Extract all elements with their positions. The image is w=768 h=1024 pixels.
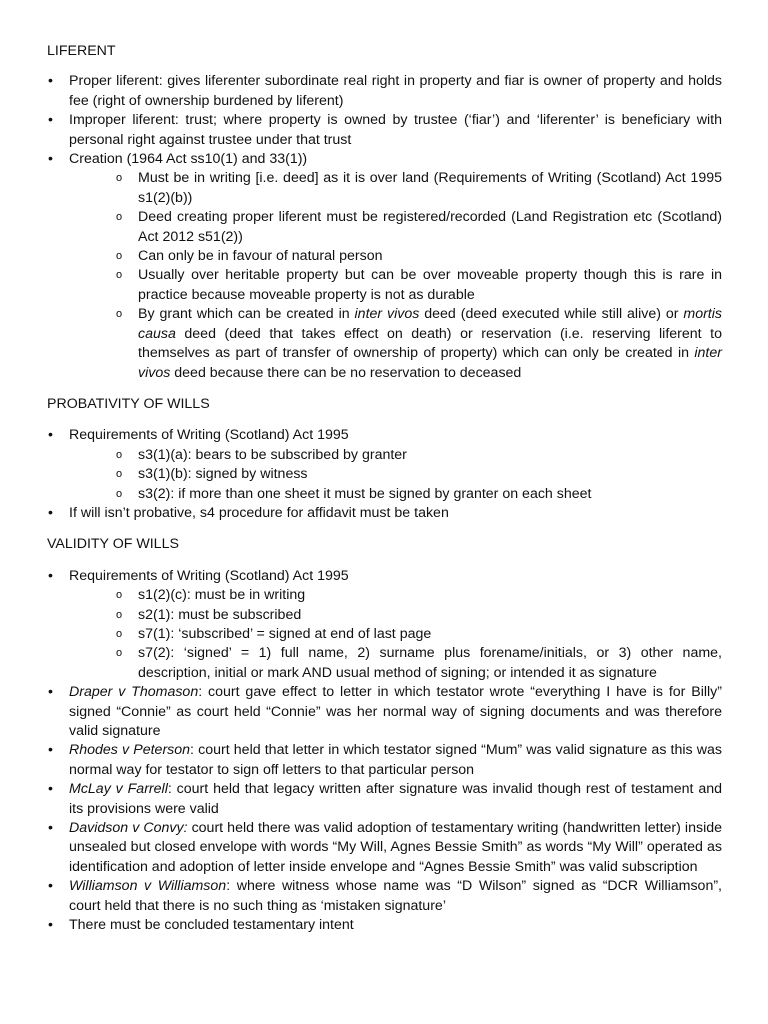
text-run: deed (deed executed while still alive) or [419,306,684,323]
sub-list-item [115,606,722,625]
list-item-text: Proper liferent: gives liferenter subordinate real right in property and fiar is owner of property and holds fee (right of ownership burdened by liferent) [69,73,722,109]
sub-item-text: Deed creating proper liferent must be registered/recorded (Land Registration etc (Scotland) Act 2012 s51(2)) [138,209,722,245]
list-item [47,111,722,150]
case-item [47,819,722,877]
sub-item-text: s3(2): if more than one sheet it must be signed by granter on each sheet [138,485,592,502]
sub-item-text: s7(1): ‘subscribed’ = signed at end of last page [138,625,432,642]
sub-list-item [115,644,722,683]
sub-list-item [115,446,722,465]
list-item [47,504,722,523]
sub-item-text: s7(2): ‘signed’ = 1) full name, 2) surname plus forename/initials, or 3) other name, description, initial or mark AND usual method of signing; or intended it as signature [138,645,722,681]
italic-term: mortis causa [138,306,722,342]
validity-sublist [69,586,722,683]
case-item [47,683,722,741]
sub-item-text: s3(1)(a): bears to be subscribed by granter [138,446,407,463]
probativity-sublist [69,446,722,504]
text-run: By grant which can be created in [138,306,355,323]
bullet-marker: • [48,504,53,521]
bullet-marker: • [48,567,53,584]
sub-list-item [115,625,722,644]
sub-list-item [115,485,722,504]
list-item [47,916,722,935]
validity-list [47,567,722,936]
case-text: court held there was valid adoption of testamentary writing (handwritten letter) inside unsealed but closed envelope with words “My Will, Agnes Bessie Smith” as words “My Will” operated as identification and adoption of letter inside envelope and “Agnes Bessie Smith” was valid subscription [69,820,722,875]
bullet-marker: • [48,742,53,759]
sub-bullet-marker: o [116,647,123,660]
sub-bullet-marker: o [116,608,123,621]
bullet-marker: • [48,684,53,701]
bullet-marker: • [48,917,53,934]
sub-bullet-marker: o [116,211,123,224]
text-run: deed because there can be no reservation to deceased [170,364,522,381]
sub-item-text [138,306,722,380]
sub-bullet-marker: o [116,627,123,640]
sub-list-item [115,247,722,266]
sub-list-item [115,465,722,484]
sub-bullet-marker: o [116,250,123,263]
bullet-marker: • [48,878,53,895]
sub-item-text: Must be in writing [i.e. deed] as it is over land (Requirements of Writing (Scotland) Act 1995 s1(2)(b)) [138,170,722,206]
list-item-text: Requirements of Writing (Scotland) Act 1995 [69,427,349,444]
italic-term: inter vivos [354,306,420,323]
case-name: Rhodes v Peterson [69,742,191,759]
case-text: : court held that legacy written after signature was invalid though rest of testament and its provisions were valid [69,781,722,817]
bullet-marker: • [48,781,53,798]
sub-item-text: s1(2)(c): must be in writing [138,587,306,604]
heading-validity: VALIDITY OF WILLS [47,536,179,553]
sub-bullet-marker: o [116,468,123,481]
sub-item-text: s3(1)(b): signed by witness [138,466,308,483]
sub-item-text: s2(1): must be subscribed [138,606,302,623]
sub-list-item [115,586,722,605]
list-item [47,567,722,683]
sub-list-item [115,305,722,383]
sub-item-text: Can only be in favour of natural person [138,248,383,265]
heading-probativity: PROBATIVITY OF WILLS [47,395,210,412]
bullet-marker: • [48,73,53,90]
italic-term: inter vivos [138,345,722,381]
list-item-text: Improper liferent: trust; where property is owned by trustee (‘fiar’) and ‘liferenter’ is beneficiary with personal right against trustee under that trust [69,112,722,148]
text-run: deed (deed that takes effect on death) or reservation (i.e. reserving liferent to themselves as part of transfer of ownership of property) which can only be created in [138,325,722,362]
case-item [47,780,722,819]
bullet-marker: • [48,820,53,837]
sub-list-item [115,208,722,247]
sub-list-item [115,169,722,208]
liferent-list [47,72,722,383]
sub-list-item [115,266,722,305]
list-item-text: Requirements of Writing (Scotland) Act 1995 [69,567,349,584]
case-item [47,741,722,780]
list-item-text: Creation (1964 Act ss10(1) and 33(1)) [69,151,308,168]
bullet-marker: • [48,427,53,444]
sub-bullet-marker: o [116,308,123,321]
list-item-text: There must be concluded testamentary intent [69,917,354,934]
case-name: McLay v Farrell [69,781,168,798]
bullet-marker: • [48,112,53,129]
sub-bullet-marker: o [116,448,123,461]
case-item [47,877,722,916]
list-item-text: If will isn’t probative, s4 procedure for affidavit must be taken [69,504,449,521]
sub-bullet-marker: o [116,269,123,282]
creation-sublist [69,169,722,382]
bullet-marker: • [48,151,53,168]
heading-liferent: LIFERENT [47,43,116,59]
sub-item-text: Usually over heritable property but can be over moveable property though this is rare in practice because moveable property is not as durable [138,267,722,303]
list-item [47,150,722,383]
case-name: Draper v Thomason [69,684,199,701]
case-text: : court held that letter in which testator signed “Mum” was valid signature as this was normal way for testator to sign off letters to that particular person [69,742,722,778]
sub-bullet-marker: o [116,589,123,602]
probativity-list [47,426,722,523]
case-text: : court gave effect to letter in which testator wrote “everything I have is for Billy” signed “Connie” as court held “Connie” was her normal way of signing documents and was therefore valid signature [69,684,722,739]
case-name: Williamson v Williamson [69,878,227,895]
case-text: : where witness whose name was “D Wilson” signed as “DCR Williamson”, court held that there is no such thing as ‘mistaken signature’ [69,878,722,914]
case-name: Davidson v Convy: [69,820,188,837]
sub-bullet-marker: o [116,487,123,500]
list-item [47,426,722,504]
sub-bullet-marker: o [116,172,123,185]
list-item [47,72,722,111]
